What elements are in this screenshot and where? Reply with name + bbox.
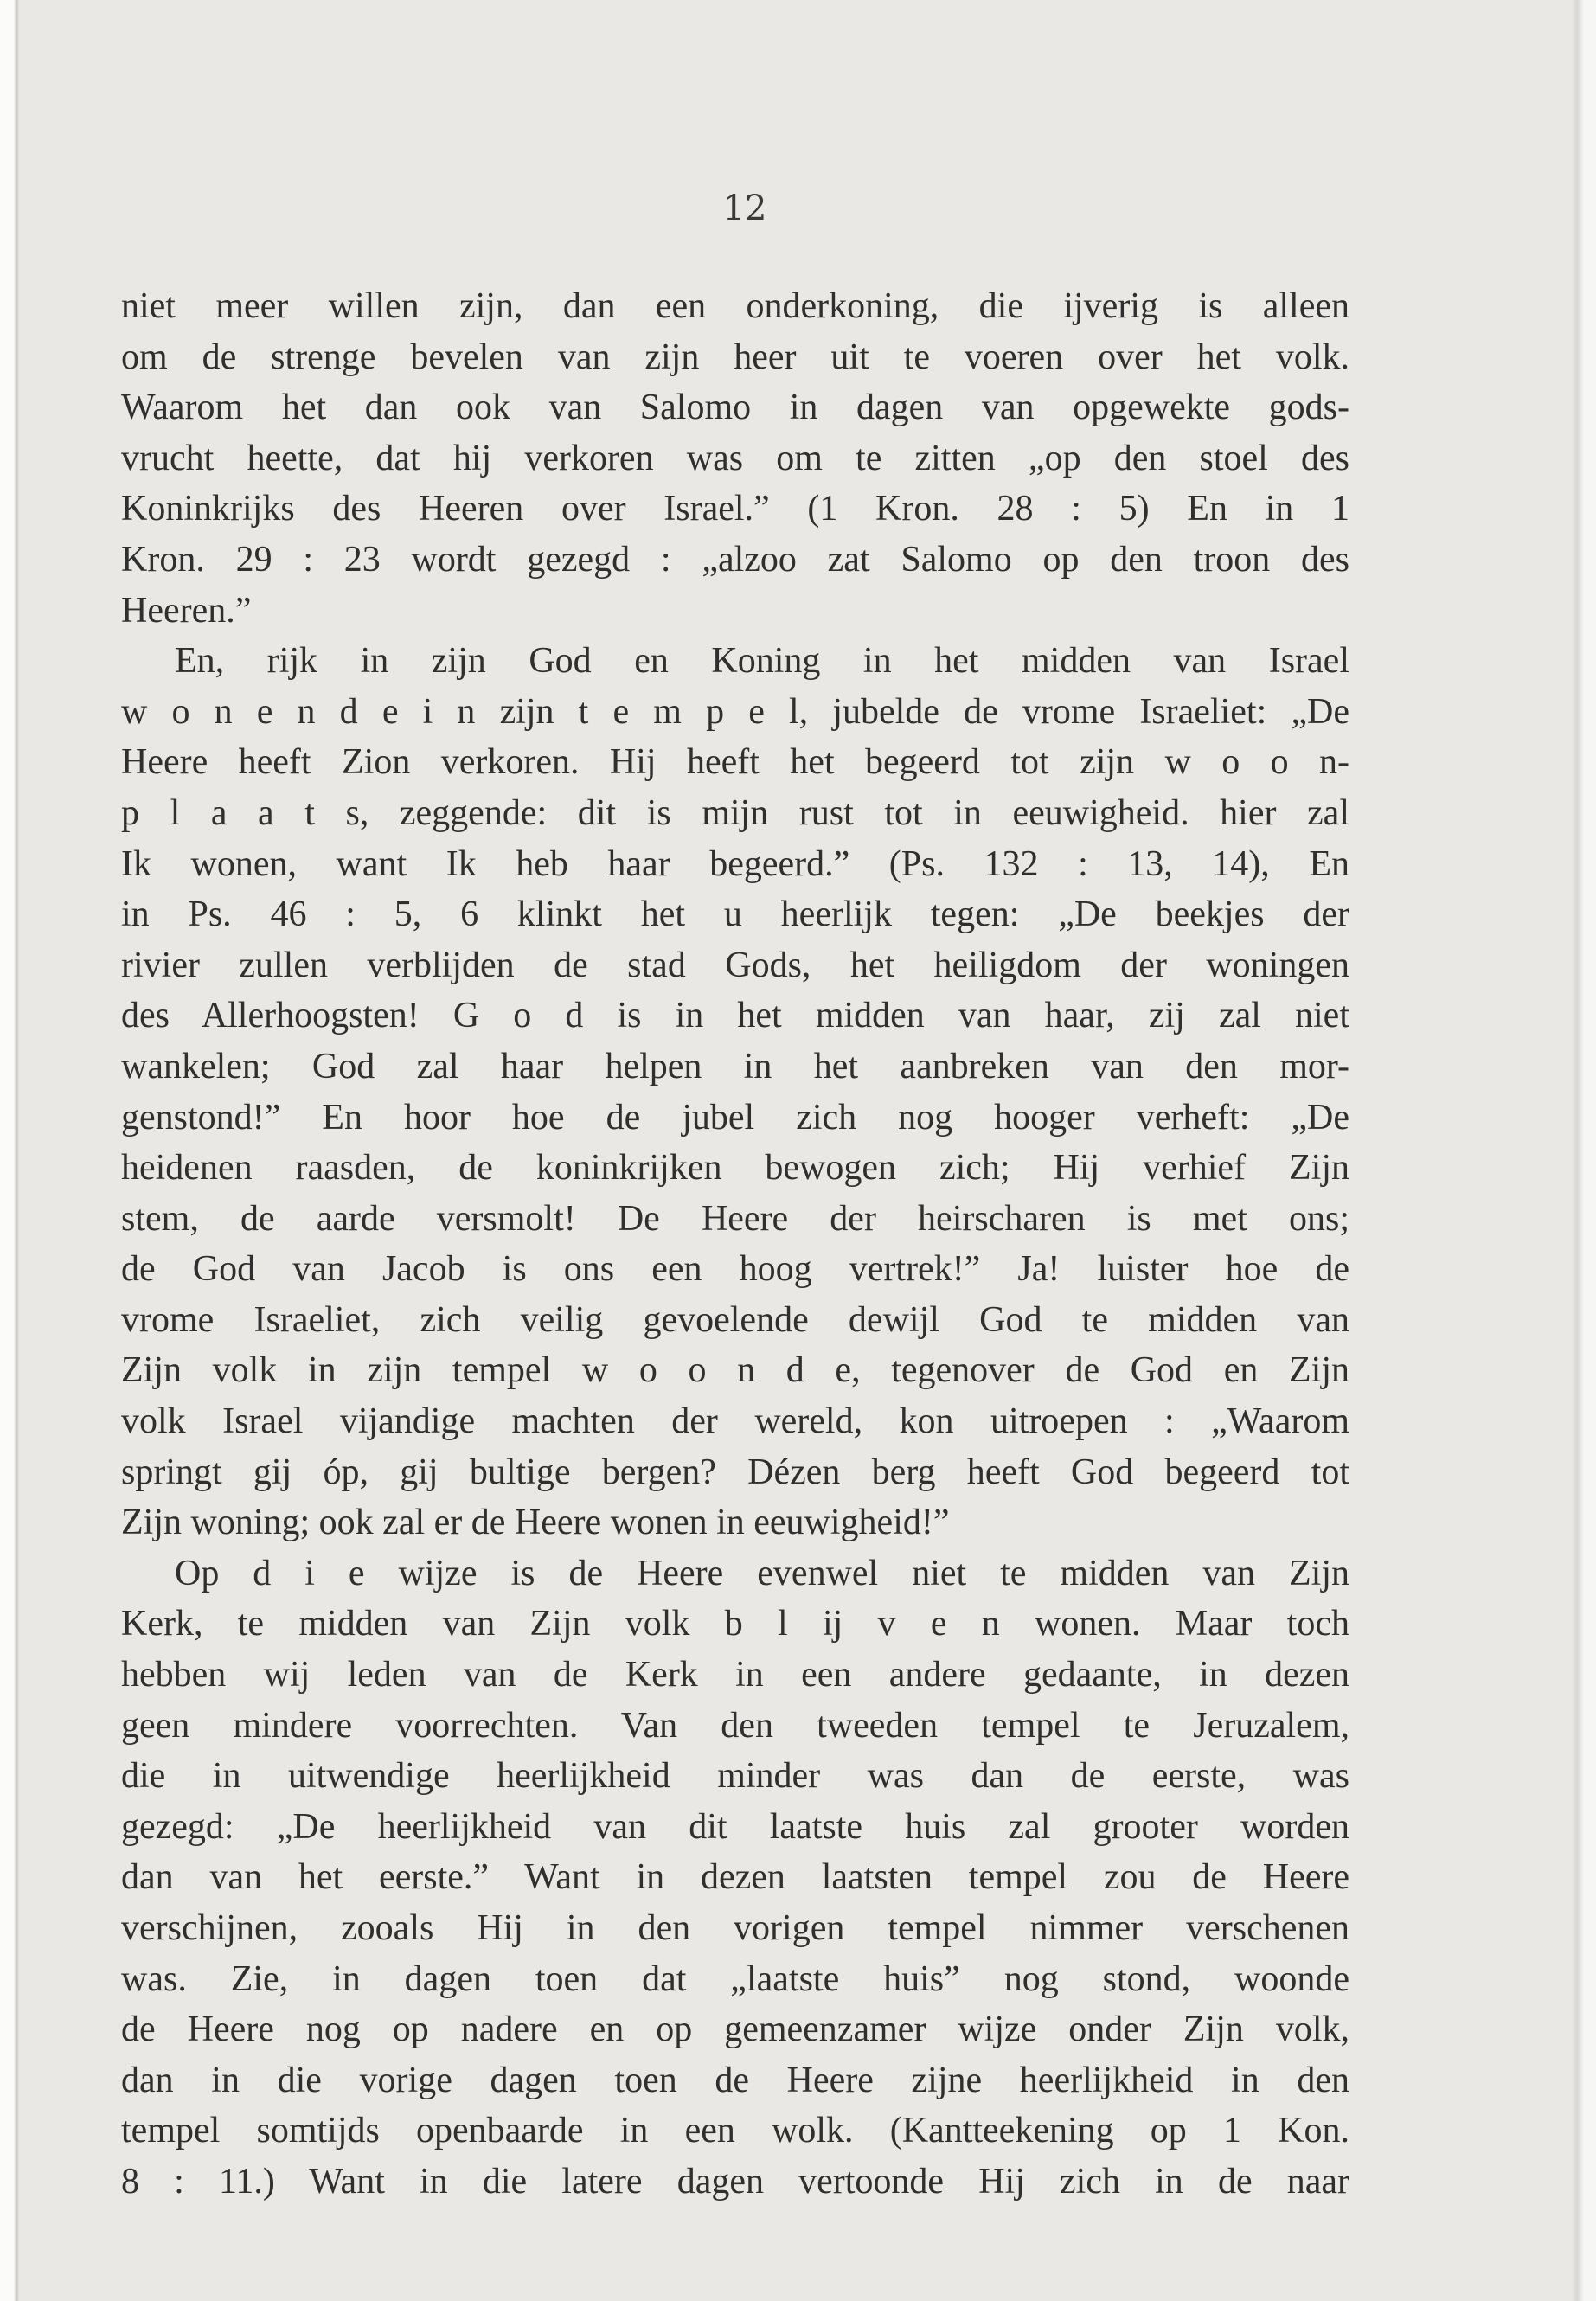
paragraph-start-line: En, rijk in zijn God en Koning in het midden van Israel	[175, 641, 1349, 682]
text-line: was. Zie, in dagen toen dat „laatste huis” nog stond, woonde	[121, 1958, 1349, 1999]
text-line: Waarom het dan ook van Salomo in dagen van opgewekte gods-	[121, 388, 1349, 428]
text-line: in Ps. 46 : 5, 6 klinkt het u heerlijk tegen: „De beekjes der	[121, 894, 1349, 935]
text-line: gezegd: „De heerlijkheid van dit laatste huis zal grooter worden	[121, 1806, 1349, 1847]
text-line: vrome Israeliet, zich veilig gevoelende dewijl God te midden van	[121, 1299, 1349, 1340]
text-line: 8 : 11.) Want in die latere dagen vertoonde Hij zich in de naar	[121, 2161, 1349, 2202]
text-line: genstond!” En hoor hoe de jubel zich nog hooger verheft: „De	[121, 1097, 1349, 1138]
text-line: Ik wonen, want Ik heb haar begeerd.” (Ps. 132 : 13, 14), En	[121, 843, 1349, 884]
text-line: w o n e n d e i n zijn t e m p e l, jubelde de vrome Israeliet: „De	[121, 691, 1349, 732]
text-line: de God van Jacob is ons een hoog vertrek!” Ja! luister hoe de	[121, 1249, 1349, 1290]
text-line: Heeren.”	[121, 590, 252, 631]
text-line: Zijn woning; ook zal er de Heere wonen in eeuwigheid!”	[121, 1503, 950, 1543]
text-line: springt gij óp, gij bultige bergen? Dézen berg heeft God begeerd tot	[121, 1452, 1349, 1492]
text-line: niet meer willen zijn, dan een onderkoning, die ijverig is alleen	[121, 286, 1349, 326]
text-line: hebben wij leden van de Kerk in een andere gedaante, in dezen	[121, 1655, 1349, 1695]
text-line: heidenen raasden, de koninkrijken bewogen zich; Hij verhief Zijn	[121, 1148, 1349, 1189]
text-line: Kron. 29 : 23 wordt gezegd : „alzoo zat Salomo op den troon des	[121, 539, 1349, 580]
text-line: wankelen; God zal haar helpen in het aanbreken van den mor-	[121, 1046, 1349, 1086]
scan-left-edge	[0, 0, 19, 2301]
text-line: des Allerhoogsten! G o d is in het midden van haar, zij zal niet	[121, 996, 1349, 1036]
text-line: de Heere nog op nadere en op gemeenzamer wijze onder Zijn volk,	[121, 2009, 1349, 2050]
text-line: geen mindere voorrechten. Van den tweeden tempel te Jeruzalem,	[121, 1705, 1349, 1746]
page-number: 12	[722, 189, 767, 228]
text-line: vrucht heette, dat hij verkoren was om te zitten „op den stoel des	[121, 438, 1349, 478]
scan-right-edge	[1572, 0, 1596, 2301]
text-line: Heere heeft Zion verkoren. Hij heeft het begeerd tot zijn w o o n-	[121, 742, 1349, 783]
text-line: rivier zullen verblijden de stad Gods, het heiligdom der woningen	[121, 945, 1349, 985]
text-line: p l a a t s, zeggende: dit is mijn rust tot in eeuwigheid. hier zal	[121, 792, 1349, 833]
text-line: Kerk, te midden van Zijn volk b l ij v e n wonen. Maar toch	[121, 1604, 1349, 1644]
text-line: dan in die vorige dagen toen de Heere zijne heerlijkheid in den	[121, 2060, 1349, 2100]
text-line: die in uitwendige heerlijkheid minder was dan de eerste, was	[121, 1756, 1349, 1797]
text-line: Koninkrijks des Heeren over Israel.” (1 Kron. 28 : 5) En in 1	[121, 489, 1349, 529]
text-line: volk Israel vijandige machten der wereld, kon uitroepen : „Waarom	[121, 1401, 1349, 1442]
text-line: stem, de aarde versmolt! De Heere der heirscharen is met ons;	[121, 1198, 1349, 1239]
text-line: Zijn volk in zijn tempel w o o n d e, tegenover de God en Zijn	[121, 1350, 1349, 1391]
text-line: om de strenge bevelen van zijn heer uit te voeren over het volk.	[121, 336, 1349, 377]
text-line: dan van het eerste.” Want in dezen laatsten tempel zou de Heere	[121, 1857, 1349, 1898]
text-line: tempel somtijds openbaarde in een wolk. (Kantteekening op 1 Kon.	[121, 2111, 1349, 2151]
body-text	[121, 281, 1349, 2208]
text-line: verschijnen, zooals Hij in den vorigen tempel nimmer verschenen	[121, 1908, 1349, 1948]
paragraph-start-line: Op d i e wijze is de Heere evenwel niet te midden van Zijn	[175, 1553, 1349, 1593]
